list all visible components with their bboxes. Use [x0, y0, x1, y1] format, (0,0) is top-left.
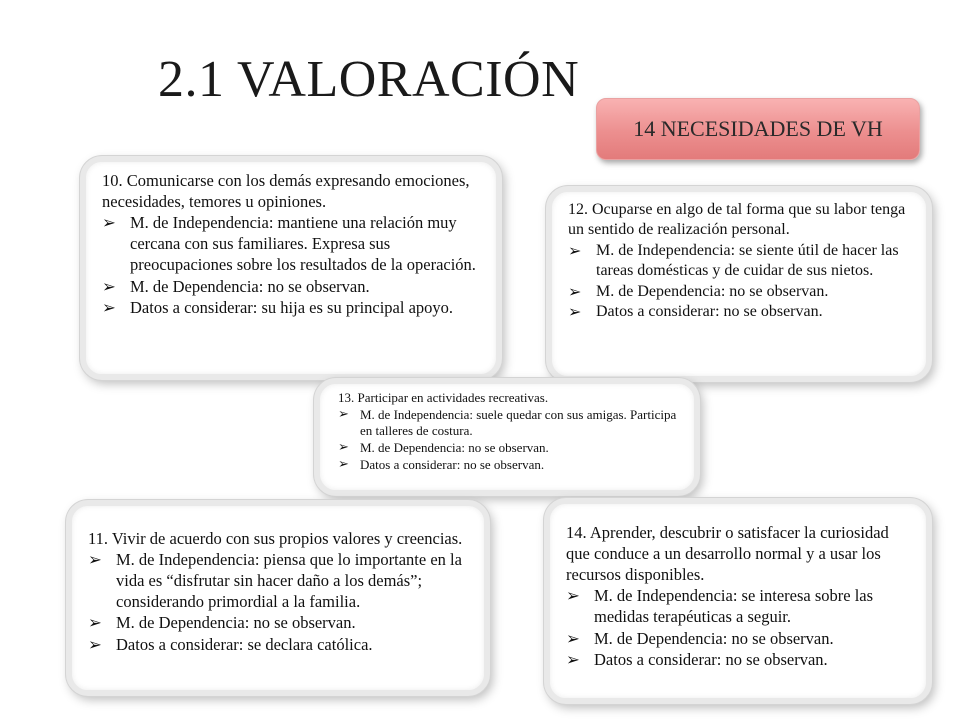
list-item-text: M. de Independencia: mantiene una relación muy cercana con sus familiares. Expresa sus preocupaciones sobre los resultados de la operación.	[130, 213, 476, 275]
card-list	[566, 585, 912, 669]
list-item	[568, 241, 912, 282]
list-item	[566, 585, 912, 627]
list-item-text: M. de Independencia: piensa que lo importante en la vida es “disfrutar sin hacer daño a los demás”; considerando primordial a la familia.	[116, 550, 462, 612]
card-intro: 10. Comunicarse con los demás expresando emociones, necesidades, temores u opiniones.	[102, 171, 470, 212]
arrow-bullet-icon: ➢	[338, 456, 349, 472]
list-item-text: M. de Dependencia: no se observan.	[596, 282, 829, 300]
list-item	[568, 302, 912, 322]
arrow-bullet-icon: ➢	[102, 213, 116, 233]
arrow-bullet-icon: ➢	[102, 276, 116, 296]
list-item	[102, 276, 482, 297]
card-list	[102, 212, 482, 318]
list-item	[568, 282, 912, 302]
list-item	[566, 649, 912, 670]
card-intro: 14. Aprender, descubrir o satisfacer la curiosidad que conduce a un desarrollo normal y a usar los recursos disponibles.	[566, 523, 889, 585]
list-item-text: M. de Dependencia: no se observan.	[116, 613, 356, 633]
list-item	[102, 212, 482, 275]
list-item	[338, 440, 682, 457]
list-item	[88, 634, 470, 655]
list-item	[88, 549, 470, 612]
arrow-bullet-icon: ➢	[88, 613, 102, 633]
list-item	[102, 297, 482, 318]
list-item-text: Datos a considerar: su hija es su principal apoyo.	[130, 297, 454, 317]
list-item-text: Datos a considerar: se declara católica.	[116, 634, 373, 654]
card-list	[568, 241, 912, 323]
card-list	[88, 549, 470, 655]
card-list	[338, 407, 682, 474]
list-item-text: M. de Independencia: suele quedar con sus amigas. Participa en talleres de costura.	[360, 406, 677, 439]
card-intro: 11. Vivir de acuerdo con sus propios valores y creencias.	[88, 529, 463, 548]
arrow-bullet-icon: ➢	[568, 240, 582, 260]
arrow-bullet-icon: ➢	[566, 649, 580, 669]
arrow-bullet-icon: ➢	[568, 302, 582, 322]
list-item-text: M. de Independencia: se siente útil de hacer las tareas domésticas y de cuidar de sus nietos.	[596, 241, 899, 280]
list-item-text: M. de Dependencia: no se observan.	[360, 439, 549, 455]
list-item-text: Datos a considerar: no se observan.	[360, 456, 545, 472]
card-intro: 13. Participar en actividades recreativas.	[338, 390, 549, 405]
need-card-12	[546, 186, 932, 382]
arrow-bullet-icon: ➢	[568, 281, 582, 301]
list-item-text: M. de Independencia: se interesa sobre las medidas terapéuticas a seguir.	[594, 586, 874, 627]
list-item-text: Datos a considerar: no se observan.	[596, 303, 823, 321]
list-item	[566, 628, 912, 649]
list-item	[338, 457, 682, 474]
arrow-bullet-icon: ➢	[88, 634, 102, 654]
need-card-11	[66, 500, 490, 696]
need-card-10	[80, 156, 502, 380]
list-item-text: M. de Dependencia: no se observan.	[130, 276, 370, 296]
slide-title: 2.1 VALORACIÓN	[158, 51, 580, 108]
need-card-13	[314, 378, 700, 496]
needs-badge: 14 NECESIDADES DE VH	[596, 98, 920, 160]
list-item-text: Datos a considerar: no se observan.	[594, 649, 828, 669]
arrow-bullet-icon: ➢	[102, 297, 116, 317]
arrow-bullet-icon: ➢	[338, 406, 349, 422]
arrow-bullet-icon: ➢	[566, 628, 580, 648]
arrow-bullet-icon: ➢	[566, 586, 580, 606]
arrow-bullet-icon: ➢	[88, 550, 102, 570]
list-item	[338, 407, 682, 440]
list-item-text: M. de Dependencia: no se observan.	[594, 628, 834, 648]
card-intro: 12. Ocuparse en algo de tal forma que su labor tenga un sentido de realización personal.	[568, 201, 906, 239]
need-card-14	[544, 498, 932, 704]
arrow-bullet-icon: ➢	[338, 439, 349, 455]
list-item	[88, 612, 470, 633]
